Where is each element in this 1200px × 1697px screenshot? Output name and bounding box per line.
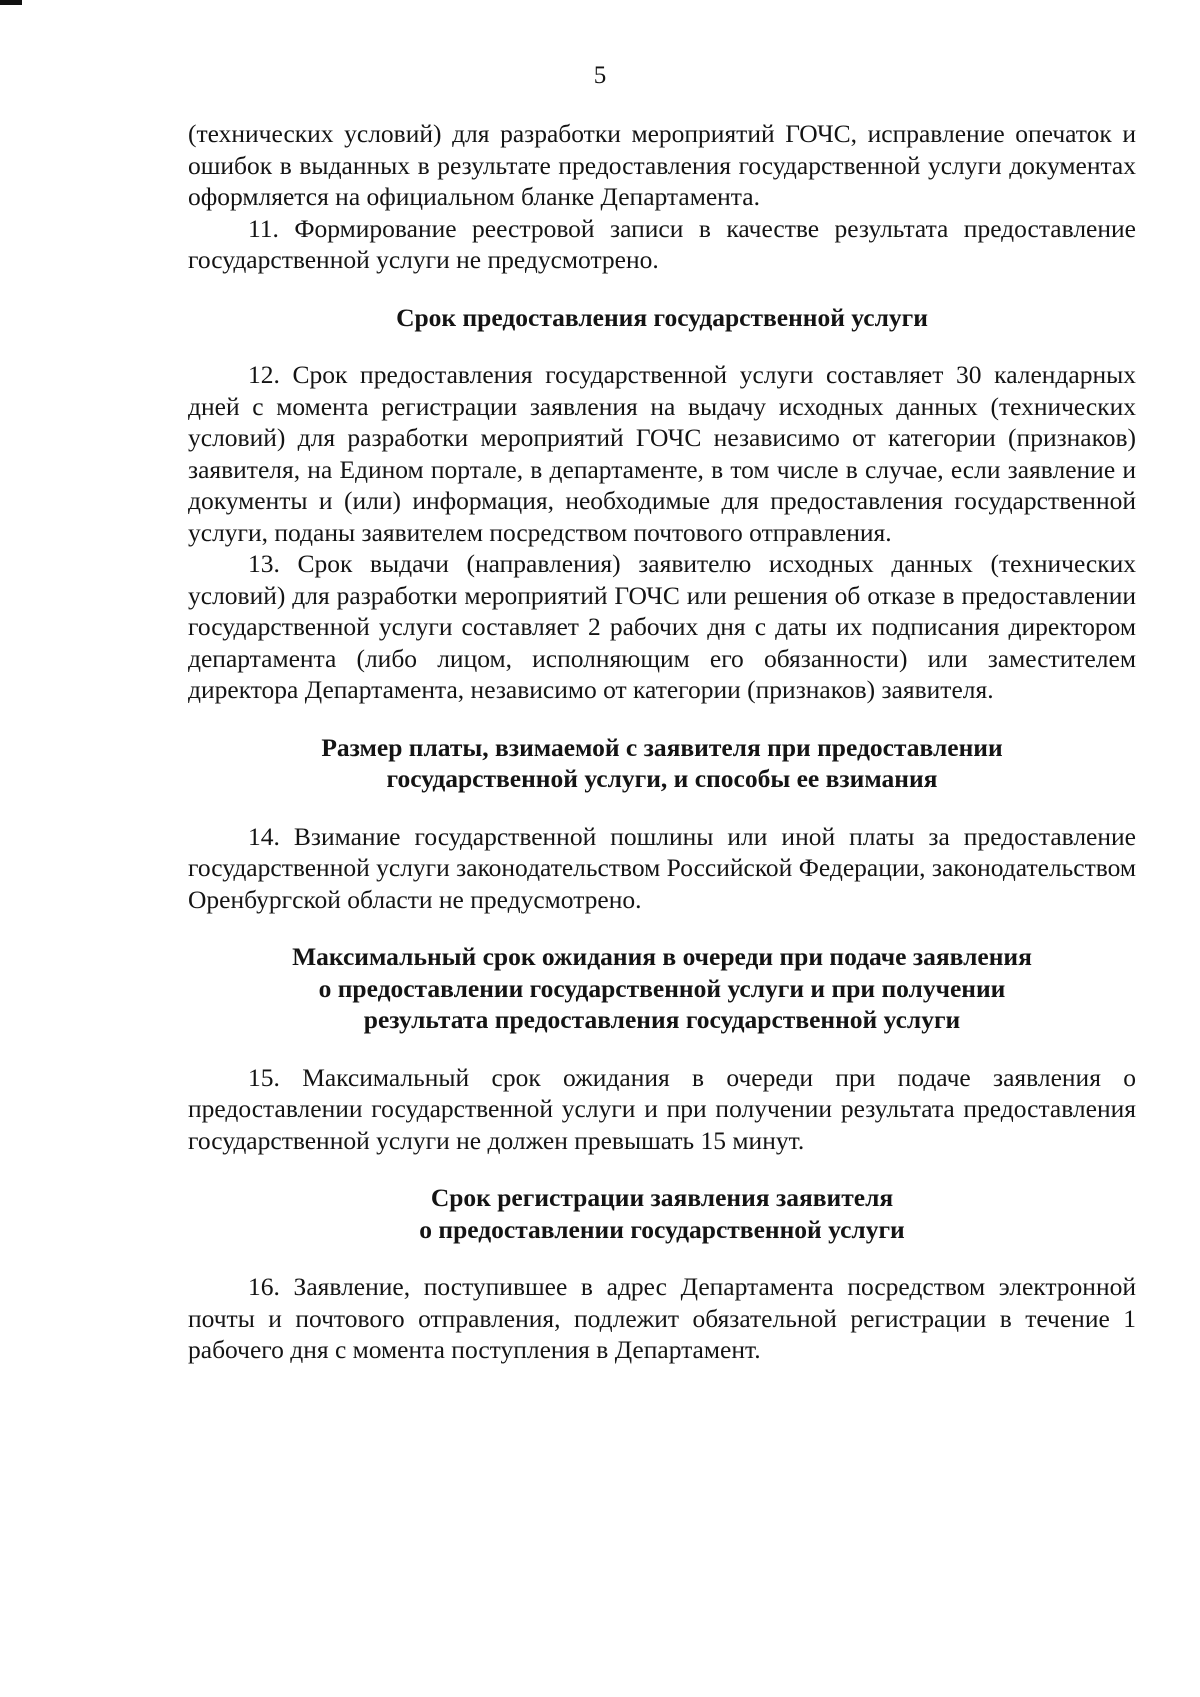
heading-fee: Размер платы, взимаемой с заявителя при предоставлении государственной услуги, и способы ее взимания (321, 732, 1003, 793)
scan-edge-mark (0, 0, 22, 5)
paragraph-11: 11. Формирование реестровой записи в качестве результата предоставление государственной услуги не предусмотрено. (188, 213, 1136, 274)
heading-queue-time: Максимальный срок ожидания в очереди при подаче заявления о предоставлении государственной услуги и при получении результата предоставления государственной услуги (292, 942, 1032, 1034)
paragraph-14: 14. Взимание государственной пошлины или иной платы за предоставление государственной услуги законодательством Российской Федерации, законодательством Оренбургской области не предусмотрено. (188, 821, 1136, 914)
page-number: 5 (593, 62, 607, 89)
paragraph-continuation: (технических условий) для разработки мероприятий ГОЧС, исправление опечаток и ошибок в выданных в результате предоставления государственной услуги документах оформляется на официальном бланке Департамента. (188, 119, 1136, 211)
heading-registration-term: Срок регистрации заявления заявителя о предоставлении государственной услуги (419, 1183, 905, 1244)
heading-service-term: Срок предоставления государственной услуги (396, 302, 928, 332)
paragraph-16: 16. Заявление, поступившее в адрес Департамента посредством электронной почты и почтового отправления, подлежит обязательной регистрации в течение 1 рабочего дня с момента поступления в Департамент. (188, 1272, 1136, 1364)
document-body (188, 118, 1136, 1366)
paragraph-13: 13. Срок выдачи (направления) заявителю исходных данных (технических условий) для разработки мероприятий ГОЧС или решения об отказе в предоставлении государственной услуги составляет 2 рабочих дня с даты их подписания директором департамента (либо лицом, исполняющим его обязанности) или заместителем директора Департамента, независимо от категории (признаков) заявителя. (188, 549, 1136, 704)
paragraph-15: 15. Максимальный срок ожидания в очереди при подаче заявления о предоставлении государственной услуги и при получении результата предоставления государственной услуги не должен превышать 15 минут. (188, 1062, 1136, 1155)
paragraph-12: 12. Срок предоставления государственной услуги составляет 30 календарных дней с момента регистрации заявления на выдачу исходных данных (технических условий) для разработки мероприятий ГОЧС независимо от категории (признаков) заявителя, на Едином портале, в департаменте, в том числе в случае, если заявление и документы и (или) информация, необходимые для предоставления государственной услуги, поданы заявителем посредством почтового отправления. (188, 360, 1136, 547)
